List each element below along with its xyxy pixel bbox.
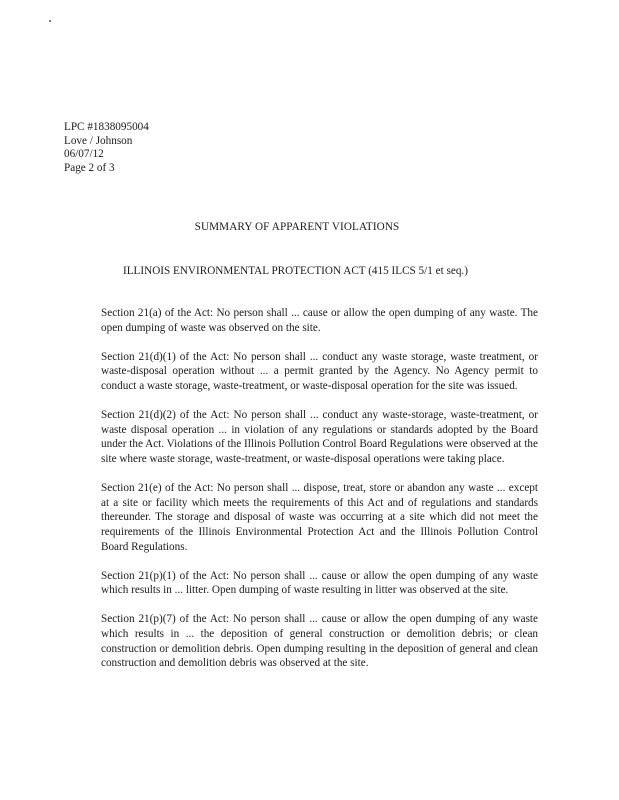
header-case-number: LPC #1838095004	[64, 121, 149, 133]
section-21p1-paragraph: Section 21(p)(1) of the Act: No person shall ... cause or allow the open dumping of any waste which results in ... litter. Open dumping of waste resulting in litter was observed at the site.	[101, 569, 538, 597]
section-21d2-paragraph: Section 21(d)(2) of the Act: No person shall ... conduct any waste-storage, waste-treatment, or waste disposal operation ... in violation of any regulations or standards adopted by the Board under the Act. Violations of the Illinois Pollution Control Board Regulations were observed at the site where waste storage, waste-treatment, or waste-disposal operations were taking place.	[101, 409, 538, 465]
section-21e-paragraph: Section 21(e) of the Act: No person shall ... dispose, treat, store or abandon any waste ... except at a site or facility which meets the requirements of this Act and of regulations and standards thereunder. The storage and disposal of waste was occurring at a site which did not meet the requirements of the Illinois Environmental Protection Act and the Illinois Pollution Control Board Regulations.	[101, 482, 538, 553]
section-21a-paragraph: Section 21(a) of the Act: No person shall ... cause or allow the open dumping of any waste. The open dumping of waste was observed on the site.	[101, 307, 538, 334]
act-title: ILLINOIS ENVIRONMENTAL PROTECTION ACT (415 ILCS 5/1 et seq.)	[123, 265, 468, 277]
header-date: 06/07/12	[64, 148, 104, 161]
section-21p7-paragraph: Section 21(p)(7) of the Act: No person shall ... cause or allow the open dumping of any waste which results in ... the deposition of general construction or demolition debris; or clean construction or demolition debris. Open dumping resulting in the deposition of general and clean construction and demolition debris was observed at the site.	[101, 613, 538, 670]
section-21d1-paragraph: Section 21(d)(1) of the Act: No person shall ... conduct any waste storage, waste treatment, or waste-disposal operation without ... a permit granted by the Agency. No Agency permit to conduct a waste storage, waste-treatment, or waste-disposal operation for the site was issued.	[101, 350, 538, 392]
header-parties: Love / Johnson	[64, 134, 133, 147]
summary-title: SUMMARY OF APPARENT VIOLATIONS	[194, 221, 400, 233]
header-page-number: Page 2 of 3	[64, 161, 115, 174]
scan-speck	[49, 20, 51, 22]
document-header	[64, 121, 149, 175]
violations-list	[101, 306, 538, 671]
